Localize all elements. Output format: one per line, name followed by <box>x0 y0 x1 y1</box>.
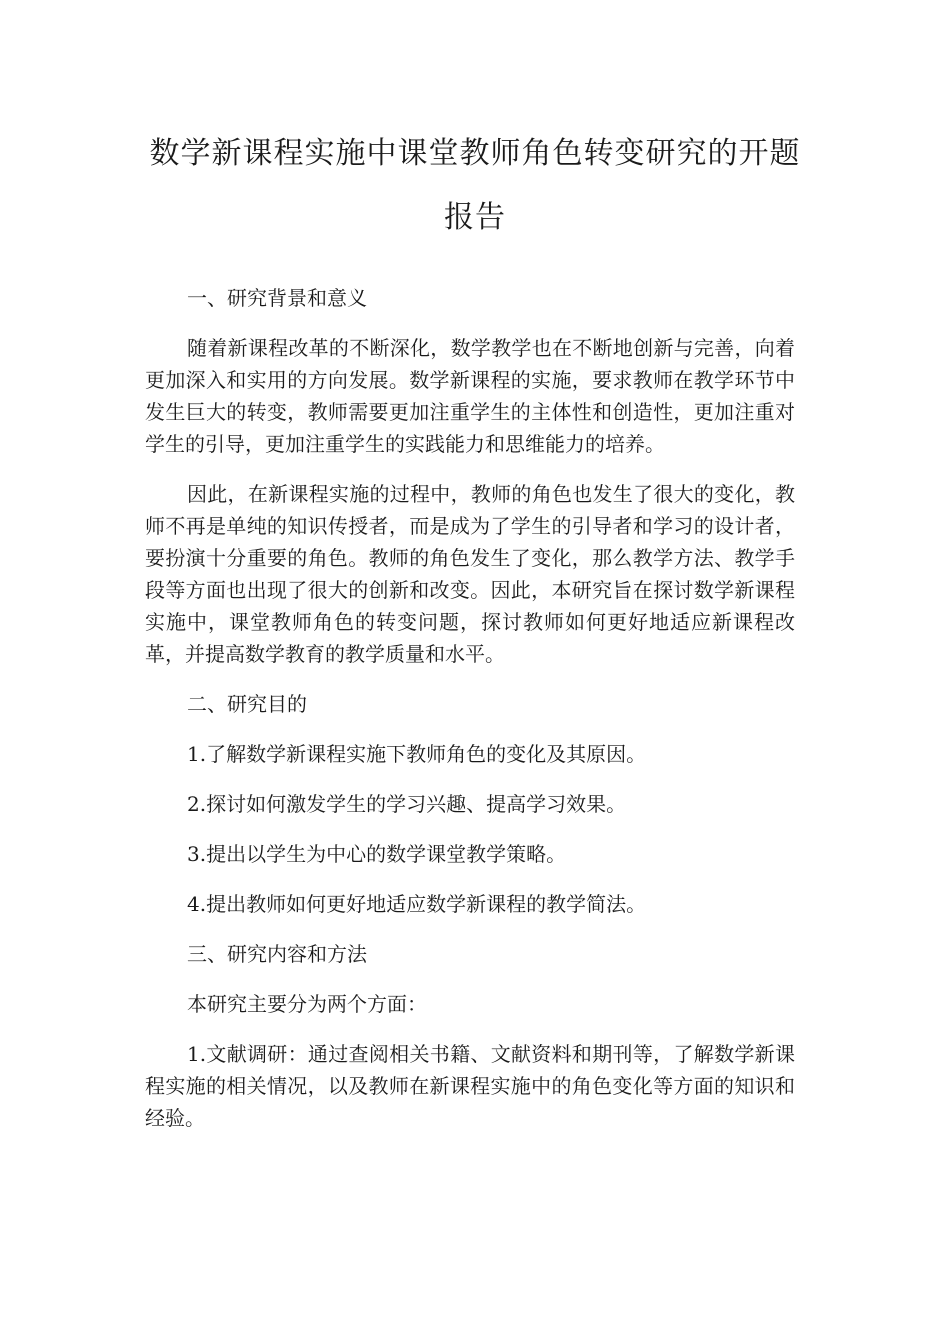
methods-item-1: 1.文献调研：通过查阅相关书籍、文献资料和期刊等，了解数学新课程实施的相关情况，以及教师在新课程实施中的角色变化等方面的知识和经验。 <box>145 1042 795 1130</box>
objective-item-2: 2.探讨如何激发学生的学习兴趣、提高学习效果。 <box>187 792 627 816</box>
objective-item-1: 1.了解数学新课程实施下教师角色的变化及其原因。 <box>187 742 647 766</box>
paragraph-background-2: 因此，在新课程实施的过程中，教师的角色也发生了很大的变化，教师不再是单纯的知识传授者，而是成为了学生的引导者和学习的设计者，要扮演十分重要的角色。教师的角色发生了变化，那么教学方法、教学手段等方面也出现了很大的创新和改变。因此，本研究旨在探讨数学新课程实施中，课堂教师角色的转变问题，探讨教师如何更好地适应新课程改革，并提高数学教育的教学质量和水平。 <box>145 482 795 666</box>
paragraph-background-1: 随着新课程改革的不断深化，数学教学也在不断地创新与完善，向着更加深入和实用的方向发展。数学新课程的实施，要求教师在教学环节中发生巨大的转变，教师需要更加注重学生的主体性和创造性，更加注重对学生的引导，更加注重学生的实践能力和思维能力的培养。 <box>145 336 795 456</box>
methods-intro: 本研究主要分为两个方面： <box>187 992 427 1016</box>
objective-item-3: 3.提出以学生为中心的数学课堂教学策略。 <box>187 842 567 866</box>
section-heading-background: 一、研究背景和意义 <box>187 286 367 310</box>
document-body <box>145 282 795 1152</box>
section-heading-objectives: 二、研究目的 <box>187 692 307 716</box>
objective-item-4: 4.提出教师如何更好地适应数学新课程的教学简法。 <box>187 892 647 916</box>
document-title: 数学新课程实施中课堂教师角色转变研究的开题报告 <box>149 136 801 235</box>
section-heading-methods: 三、研究内容和方法 <box>187 942 367 966</box>
